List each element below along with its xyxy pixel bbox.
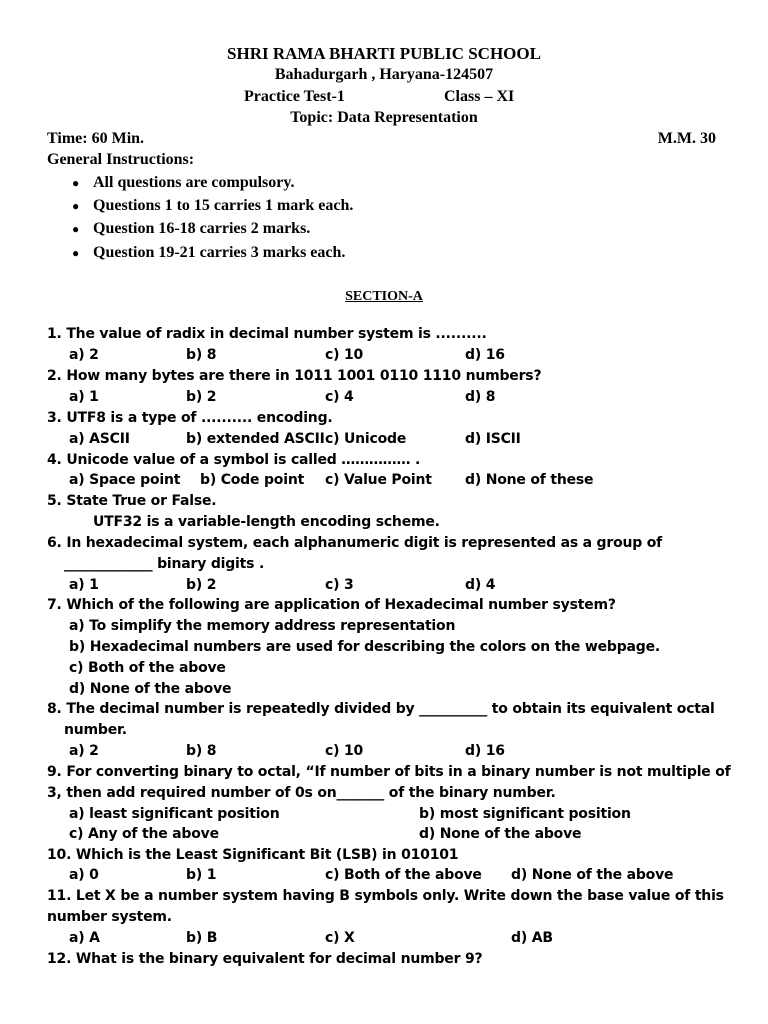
option-d: d) 16 [465, 743, 505, 759]
question-text: 6. In hexadecimal system, each alphanumeric digit is represented as a group of [47, 535, 663, 551]
option-b: b) Code point [200, 472, 305, 488]
question-text: 10. Which is the Least Significant Bit (LSB) in 010101 [47, 847, 459, 863]
option-d: d) 8 [465, 389, 496, 405]
instruction-item: All questions are compulsory. [93, 174, 295, 191]
class-label: Class – XI [444, 88, 515, 105]
question-text: 4. Unicode value of a symbol is called …………… . [47, 452, 421, 468]
option-d: d) None of the above [511, 867, 674, 883]
question-text: 2. How many bytes are there in 1011 1001 0110 1110 numbers? [47, 368, 542, 384]
test-name: Practice Test-1 [244, 88, 345, 105]
option-d: d) AB [511, 930, 553, 946]
option-b: b) 8 [186, 347, 217, 363]
option-c: c) 10 [325, 743, 364, 759]
question-text: 1. The value of radix in decimal number system is .......... [47, 326, 487, 342]
option-a: a) 1 [69, 577, 99, 593]
option-b: b) 2 [186, 389, 217, 405]
option-c: c) Any of the above [69, 826, 219, 842]
option-d: d) ISCII [465, 431, 521, 447]
option-a: a) 0 [69, 867, 99, 883]
option-d: d) 4 [465, 577, 496, 593]
instruction-item: Question 16-18 carries 2 marks. [93, 220, 311, 237]
time-label: Time: 60 Min. [47, 130, 145, 147]
school-address: Bahadurgarh , Haryana-124507 [274, 66, 494, 83]
option-a: a) ASCII [69, 431, 130, 447]
question-text-continued: number. [64, 722, 127, 738]
option-d: d) None of the above [69, 681, 232, 697]
option-b: b) 1 [186, 867, 217, 883]
option-a: a) 2 [69, 743, 99, 759]
option-b: b) B [186, 930, 218, 946]
question-text: 7. Which of the following are application of Hexadecimal number system? [47, 597, 616, 613]
question-text-continued: number system. [47, 909, 172, 925]
option-c: c) Both of the above [325, 867, 482, 883]
instruction-item: Question 19-21 carries 3 marks each. [93, 244, 346, 261]
instructions-heading: General Instructions: [47, 151, 195, 168]
question-text: 3. UTF8 is a type of .......... encoding. [47, 410, 333, 426]
question-text: 5. State True or False. [47, 493, 217, 509]
option-b: b) most significant position [419, 806, 631, 822]
bullet-icon: ● [72, 246, 80, 260]
option-a: a) A [69, 930, 100, 946]
option-d: d) 16 [465, 347, 505, 363]
option-b: b) extended ASCII [186, 431, 325, 447]
topic-label: Topic: Data Representation [290, 109, 478, 126]
option-a: a) least significant position [69, 806, 280, 822]
option-b: b) Hexadecimal numbers are used for describing the colors on the webpage. [69, 639, 661, 655]
option-c: c) 4 [325, 389, 354, 405]
bullet-icon: ● [72, 176, 80, 190]
option-c: c) 3 [325, 577, 354, 593]
instruction-item: Questions 1 to 15 carries 1 mark each. [93, 197, 354, 214]
option-c: c) X [325, 930, 355, 946]
option-c: c) Unicode [325, 431, 407, 447]
option-c: c) Both of the above [69, 660, 226, 676]
section-heading: SECTION-A [345, 289, 423, 304]
max-marks-label: M.M. 30 [657, 130, 716, 147]
option-a: a) 1 [69, 389, 99, 405]
option-b: b) 2 [186, 577, 217, 593]
question-text: 11. Let X be a number system having B symbols only. Write down the base value of this [47, 888, 724, 904]
question-text: 12. What is the binary equivalent for decimal number 9? [47, 951, 483, 967]
question-statement: UTF32 is a variable-length encoding scheme. [93, 514, 440, 530]
option-a: a) Space point [69, 472, 181, 488]
option-b: b) 8 [186, 743, 217, 759]
option-a: a) To simplify the memory address representation [69, 618, 456, 634]
option-c: c) Value Point [325, 472, 432, 488]
question-text: 8. The decimal number is repeatedly divided by __________ to obtain its equivalent octal [47, 701, 715, 717]
bullet-icon: ● [72, 199, 80, 213]
option-a: a) 2 [69, 347, 99, 363]
option-c: c) 10 [325, 347, 364, 363]
option-d: d) None of the above [419, 826, 582, 842]
bullet-icon: ● [72, 222, 80, 236]
question-text-continued: _____________ binary digits . [64, 556, 265, 572]
option-d: d) None of these [465, 472, 594, 488]
question-text-continued: 3, then add required number of 0s on_______ of the binary number. [47, 785, 556, 801]
question-text: 9. For converting binary to octal, “If number of bits in a binary number is not multiple of [47, 764, 731, 780]
school-name: SHRI RAMA BHARTI PUBLIC SCHOOL [227, 44, 541, 63]
